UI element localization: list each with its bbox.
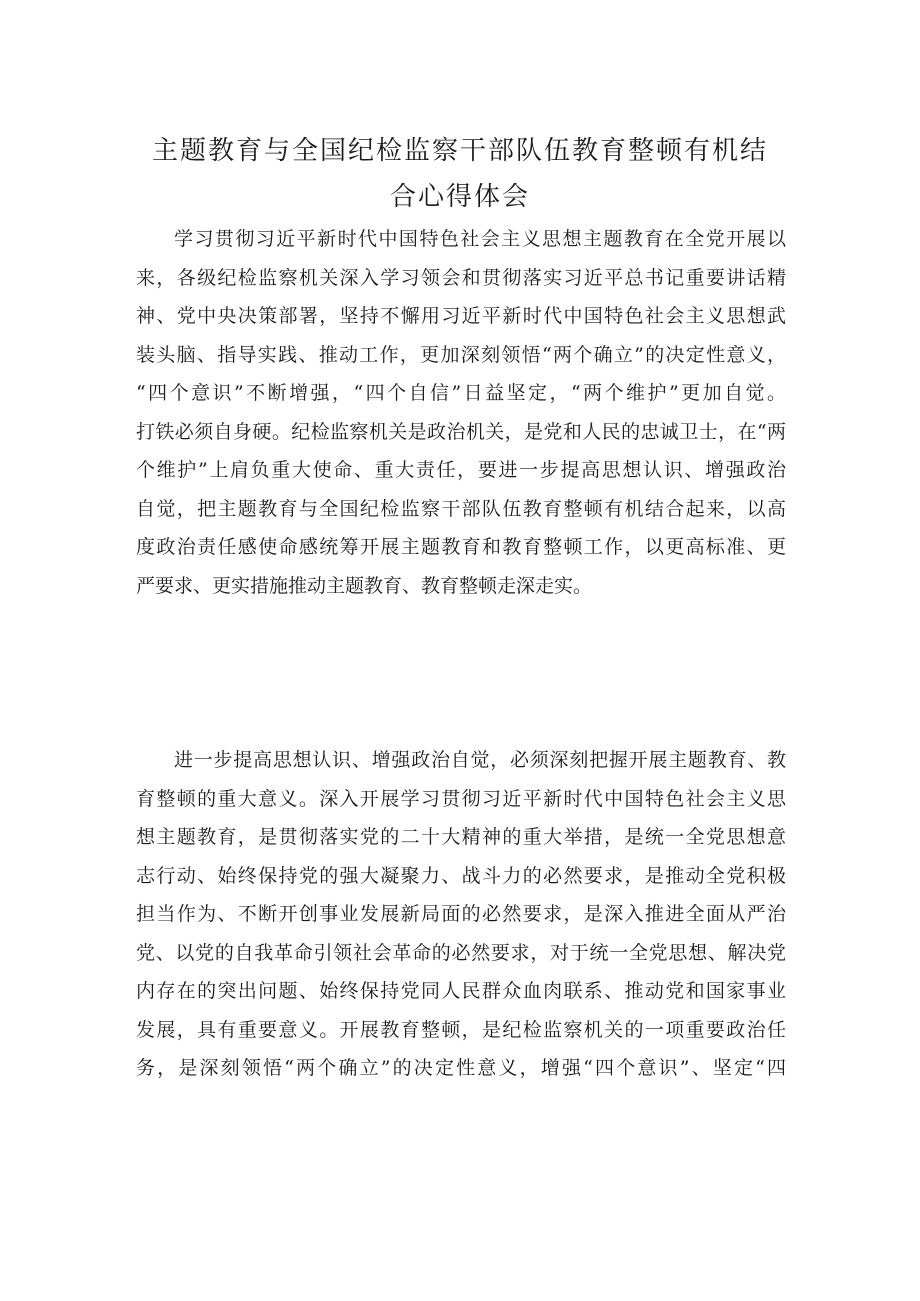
paragraph-line: 学习贯彻习近平新时代中国特色社会主义思想主题教育在全党开展以 <box>174 228 786 250</box>
paragraph-line: 进一步提高思想认识、增强政治自觉，必须深刻把握开展主题教育、教 <box>174 749 786 771</box>
paragraph-line: 发展，具有重要意义。开展教育整顿，是纪检监察机关的一项重要政治任 <box>136 1018 786 1041</box>
paragraph-line: 想主题教育，是贯彻落实党的二十大精神的重大举措，是统一全党思想意 <box>136 826 786 848</box>
paragraph-line: 度政治责任感使命感统筹开展主题教育和教育整顿工作，以更高标准、更 <box>136 536 786 558</box>
paragraph-line: 育整顿的重大意义。深入开展学习贯彻习近平新时代中国特色社会主义思 <box>136 787 786 810</box>
paragraph-line: 自觉，把主题教育与全国纪检监察干部队伍教育整顿有机结合起来，以高 <box>136 497 786 520</box>
paragraph-line: 来，各级纪检监察机关深入学习领会和贯彻落实习近平总书记重要讲话精 <box>136 266 786 289</box>
paragraph-line: 志行动、始终保持党的强大凝聚力、战斗力的必然要求，是推动全党积极 <box>136 864 786 887</box>
document-title-line-2: 合心得体会 <box>389 182 530 212</box>
paragraph-line: 打铁必须自身硬。纪检监察机关是政治机关，是党和人民的忠诚卫士，在“两 <box>136 420 786 443</box>
paragraph-line: 严要求、更实措施推动主题教育、教育整顿走深走实。 <box>136 574 593 597</box>
paragraph-line: 装头脑、指导实践、推动工作，更加深刻领悟“两个确立”的决定性意义， <box>136 343 786 366</box>
paragraph-line: 个维护”上肩负重大使命、重大责任，要进一步提高思想认识、增强政治 <box>136 459 786 481</box>
paragraph-line: 内存在的突出问题、始终保持党同人民群众血肉联系、推动党和国家事业 <box>136 980 786 1002</box>
paragraph-line: 党、以党的自我革命引领社会革命的必然要求，对于统一全党思想、解决党 <box>136 941 786 964</box>
paragraph-line: 务，是深刻领悟“两个确立”的决定性意义，增强“四个意识”、坚定“四 <box>136 1057 786 1079</box>
paragraph-1 <box>136 220 786 605</box>
paragraph-2 <box>136 741 786 1088</box>
paragraph-line: 担当作为、不断开创事业发展新局面的必然要求，是深入推进全面从严治 <box>136 903 786 925</box>
paragraph-line: “四个意识”不断增强，“四个自信”日益坚定，“两个维护”更加自觉。 <box>136 382 786 404</box>
paragraph-line: 神、党中央决策部署，坚持不懈用习近平新时代中国特色社会主义思想武 <box>136 305 786 327</box>
document-title-line-1: 主题教育与全国纪检监察干部队伍教育整顿有机结 <box>151 136 768 166</box>
